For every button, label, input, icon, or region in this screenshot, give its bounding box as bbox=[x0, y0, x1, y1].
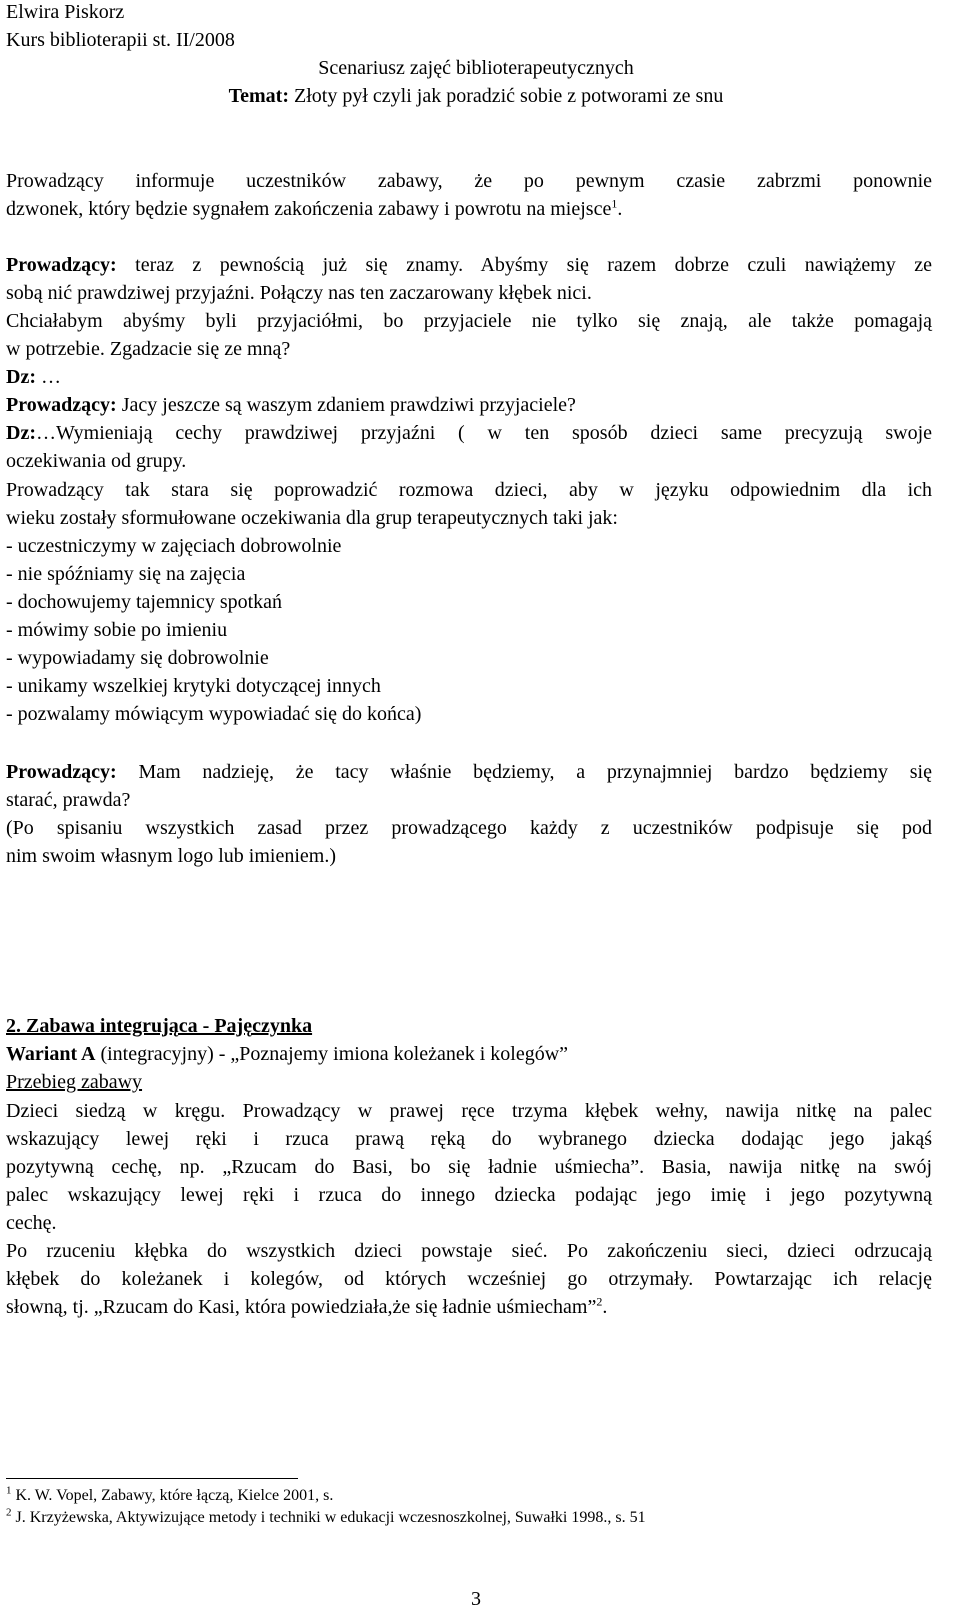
closing-line-3: (Po spisaniu wszystkich zasad przez prowadzącego każdy z uczestników podpisuje się pod bbox=[6, 817, 932, 839]
speaker-label: Prowadzący: bbox=[6, 254, 117, 276]
rule-item: - dochowujemy tajemnicy spotkań bbox=[6, 591, 283, 613]
closing-line-1: Prowadzący: Mam nadzieję, że tacy właśnie będziemy, a przynajmniej bardzo będziemy się bbox=[6, 761, 932, 783]
topic-text: Złoty pył czyli jak poradzić sobie z potworami ze snu bbox=[289, 85, 724, 107]
dialog-line-3: Chciałabym abyśmy byli przyjaciółmi, bo przyjaciele nie tylko się znają, ale także pomagają bbox=[6, 310, 932, 332]
rule-item: - uczestniczymy w zajęciach dobrowolnie bbox=[6, 535, 342, 557]
footnote-divider bbox=[6, 1478, 298, 1479]
child-reply-1: Dz: … bbox=[6, 366, 61, 388]
section-2-title: 2. Zabawa integrująca - Pajęczynka bbox=[6, 1015, 313, 1037]
rule-item: - wypowiadamy się dobrowolnie bbox=[6, 647, 269, 669]
page-number: 3 bbox=[471, 1588, 481, 1610]
dialog-line-1: Prowadzący: teraz z pewnością już się znamy. Abyśmy się razem dobrze czuli nawiążemy ze bbox=[6, 254, 932, 276]
closing-line-2: starać, prawda? bbox=[6, 789, 131, 811]
intro-line-1: Prowadzący informuje uczestników zabawy, że po pewnym czasie zabrzmi ponownie bbox=[6, 170, 932, 192]
footnote-1: $^1$ K. W. Vopel, Zabawy, które łączą, Kielce 2001, s. bbox=[6, 1484, 334, 1504]
section-2-line: Po rzuceniu kłębka do wszystkich dzieci powstaje sieć. Po zakończeniu sieci, dzieci odrzucają bbox=[6, 1240, 932, 1262]
section-2-line: Dzieci siedzą w kręgu. Prowadzący w prawej ręce trzyma kłębek wełny, nawija nitkę na palec bbox=[6, 1100, 932, 1122]
section-2-line: cechę. bbox=[6, 1212, 57, 1234]
rule-item: - unikamy wszelkiej krytyki dotyczącej innych bbox=[6, 675, 381, 697]
section-2-line: palec wskazujący lewej ręki i rzuca do innego dziecka podając jego imię i jego pozytywną bbox=[6, 1184, 932, 1206]
scenario-subtitle: Scenariusz zajęć biblioterapeutycznych bbox=[318, 57, 634, 79]
leader-question-2: Prowadzący: Jacy jeszcze są waszym zdaniem prawdziwi przyjaciele? bbox=[6, 394, 576, 416]
footnote-ref-1: 1 bbox=[611, 196, 618, 211]
speaker-label: Prowadzący: bbox=[6, 761, 117, 783]
footnote-ref-2: 2 bbox=[596, 1294, 603, 1309]
section-2-last-line: słowną, tj. „Rzucam do Kasi, która powiedziała,że się ładnie uśmiecham”$^2$. bbox=[6, 1294, 608, 1318]
topic-label: Temat: bbox=[228, 85, 290, 107]
child-reply-2: Dz:…Wymieniają cechy prawdziwej przyjaźni ( w ten sposób dzieci same precyzują swoje bbox=[6, 422, 932, 444]
author-name: Elwira Piskorz bbox=[6, 1, 125, 23]
speaker-label: Prowadzący: bbox=[6, 394, 117, 416]
rule-item: - nie spóźniamy się na zajęcia bbox=[6, 563, 246, 585]
section-2-line: wskazujący lewej ręki i rzuca prawą ręką do wybranego dziecka dodając jego jakąś bbox=[6, 1128, 932, 1150]
intro-line-2: dzwonek, który będzie sygnałem zakończenia zabawy i powrotu na miejsce$^1$. bbox=[6, 196, 623, 220]
closing-line-4: nim swoim własnym logo lub imieniem.) bbox=[6, 845, 336, 867]
rule-item: - mówimy sobie po imieniu bbox=[6, 619, 228, 641]
topic-line bbox=[6, 84, 946, 108]
dialog-line-4: w potrzebie. Zgadzacie się ze mną? bbox=[6, 338, 291, 360]
footnote-2: $^2$ J. Krzyżewska, Aktywizujące metody i techniki w edukacji wczesnoszkolnej, Suwałki 1998., s. 51 bbox=[6, 1506, 646, 1526]
course-heading: Przebieg zabawy bbox=[6, 1071, 143, 1093]
child-label: Dz: bbox=[6, 422, 36, 444]
rule-item: - pozwalamy mówiącym wypowiadać się do końca) bbox=[6, 703, 422, 725]
section-2-line: kłębek do koleżanek i kolegów, od których wcześniej go otrzymały. Powtarzając ich relację bbox=[6, 1268, 932, 1290]
variant-label: Wariant A bbox=[6, 1043, 96, 1065]
variant-line: Wariant A (integracyjny) - „Poznajemy imiona koleżanek i kolegów” bbox=[6, 1043, 569, 1065]
child-reply-2-cont: oczekiwania od grupy. bbox=[6, 450, 187, 472]
leader-guidance-line-1: Prowadzący tak stara się poprowadzić rozmowa dzieci, aby w języku odpowiednim dla ich bbox=[6, 479, 932, 501]
course-name: Kurs biblioterapii st. II/2008 bbox=[6, 29, 235, 51]
section-2-line: pozytywną cechę, np. „Rzucam do Basi, bo się ładnie uśmiecha”. Basia, nawija nitkę na swój bbox=[6, 1156, 932, 1178]
child-label: Dz: bbox=[6, 366, 36, 388]
leader-guidance-line-2: wieku zostały sformułowane oczekiwania dla grup terapeutycznych taki jak: bbox=[6, 507, 618, 529]
dialog-line-2: sobą nić prawdziwej przyjaźni. Połączy nas ten zaczarowany kłębek nici. bbox=[6, 282, 592, 304]
